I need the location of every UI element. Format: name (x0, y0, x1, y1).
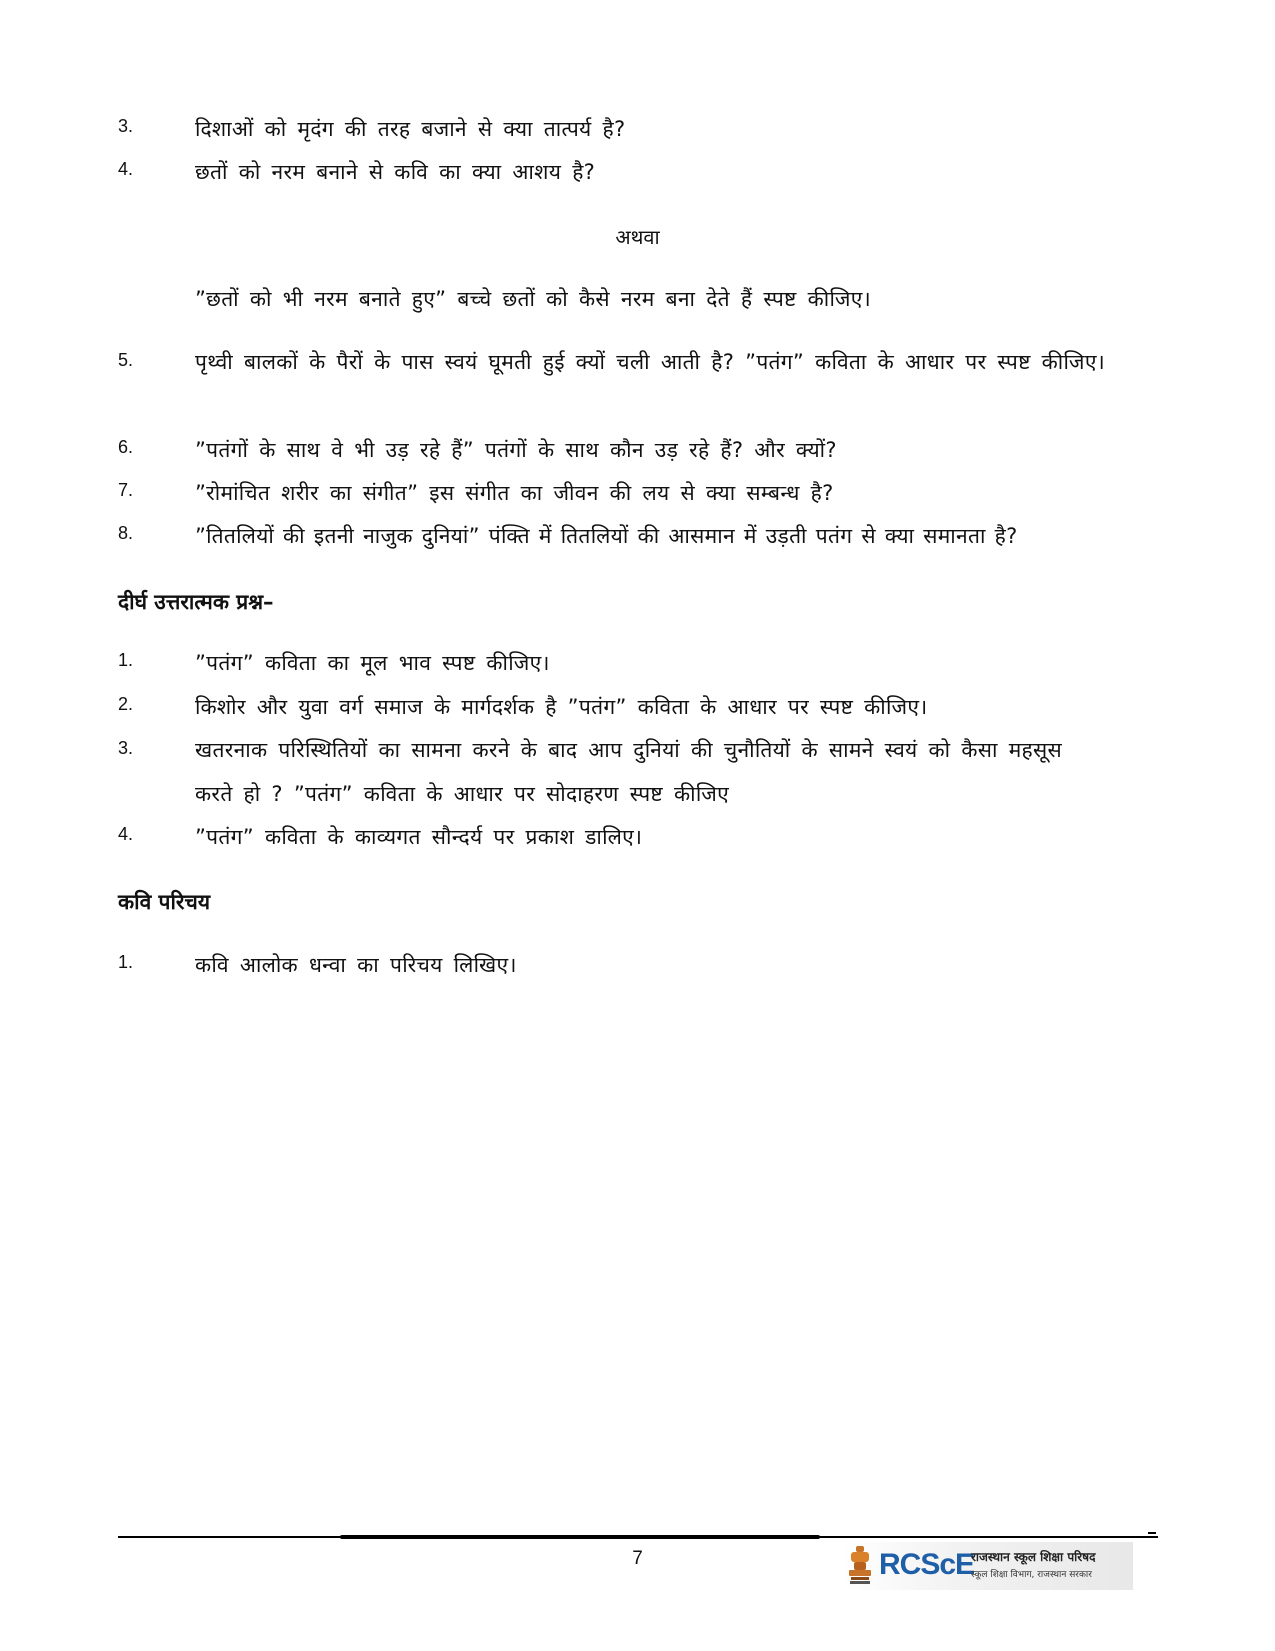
section-heading-long-answer: दीर्घ उत्तरात्मक प्रश्न– (118, 590, 274, 614)
rcsce-logo (843, 1542, 1133, 1590)
question-number: 6. (118, 437, 134, 457)
question-text: ”तितलियों की इतनी नाजुक दुनियां” पंक्ति में तितलियों की आसमान में उड़ती पतंग से क्या समानता है? (195, 524, 1018, 548)
section-heading-poet-intro: कवि परिचय (118, 890, 211, 914)
logo-org-subtitle: स्कूल शिक्षा विभाग, राजस्थान सरकार (971, 1570, 1092, 1580)
question-text: दिशाओं को मृदंग की तरह बजाने से क्या तात्पर्य है? (195, 117, 626, 141)
question-text: ”पतंगों के साथ वे भी उड़ रहे हैं” पतंगों के साथ कौन उड़ रहे हैं? और क्यों? (195, 438, 837, 462)
question-text: ”पतंग” कविता के काव्यगत सौन्दर्य पर प्रकाश डालिए। (195, 825, 643, 849)
question-number: 8. (118, 523, 134, 543)
question-number: 3. (118, 738, 134, 758)
question-number: 1. (118, 952, 134, 972)
question-number: 5. (118, 350, 134, 370)
question-text: ”रोमांचित शरीर का संगीत” इस संगीत का जीवन की लय से क्या सम्बन्ध है? (195, 481, 834, 505)
or-label: अथवा (615, 225, 660, 249)
question-number: 1. (118, 650, 134, 670)
question-text: कवि आलोक धन्वा का परिचय लिखिए। (195, 953, 517, 977)
question-text: किशोर और युवा वर्ग समाज के मार्गदर्शक है ”पतंग” कविता के आधार पर स्पष्ट कीजिए। (195, 695, 928, 719)
logo-wordmark: RCScE (879, 1548, 975, 1581)
question-number: 3. (118, 116, 134, 136)
footer-rule-accent (340, 1535, 820, 1539)
question-number: 2. (118, 694, 134, 714)
question-text: खतरनाक परिस्थितियों का सामना करने के बाद आप दुनियां की चुनौतियों के सामने स्वयं को कैसा महसूस करते हो ? ”पतंग” कविता के आधार पर सोदाहरण स्पष्ट कीजिए (195, 738, 1062, 806)
or-question-text: ”छतों को भी नरम बनाते हुए” बच्चे छतों को कैसे नरम बना देते हैं स्पष्ट कीजिए। (195, 287, 871, 311)
question-text: ”पतंग” कविता का मूल भाव स्पष्ट कीजिए। (195, 651, 550, 675)
question-number: 4. (118, 824, 134, 844)
question-text: छतों को नरम बनाने से कवि का क्या आशय है? (195, 160, 596, 184)
state-emblem-icon (847, 1544, 873, 1586)
logo-org-name: राजस्थान स्कूल शिक्षा परिषद (971, 1550, 1096, 1564)
footer-dash (1148, 1532, 1156, 1534)
question-number: 7. (118, 480, 134, 500)
question-number: 4. (118, 159, 134, 179)
question-text: पृथ्वी बालकों के पैरों के पास स्वयं घूमती हुई क्यों चली आती है? ”पतंग” कविता के आधार पर स्पष्ट कीजिए। (195, 350, 1105, 374)
page-number: 7 (632, 1548, 643, 1569)
